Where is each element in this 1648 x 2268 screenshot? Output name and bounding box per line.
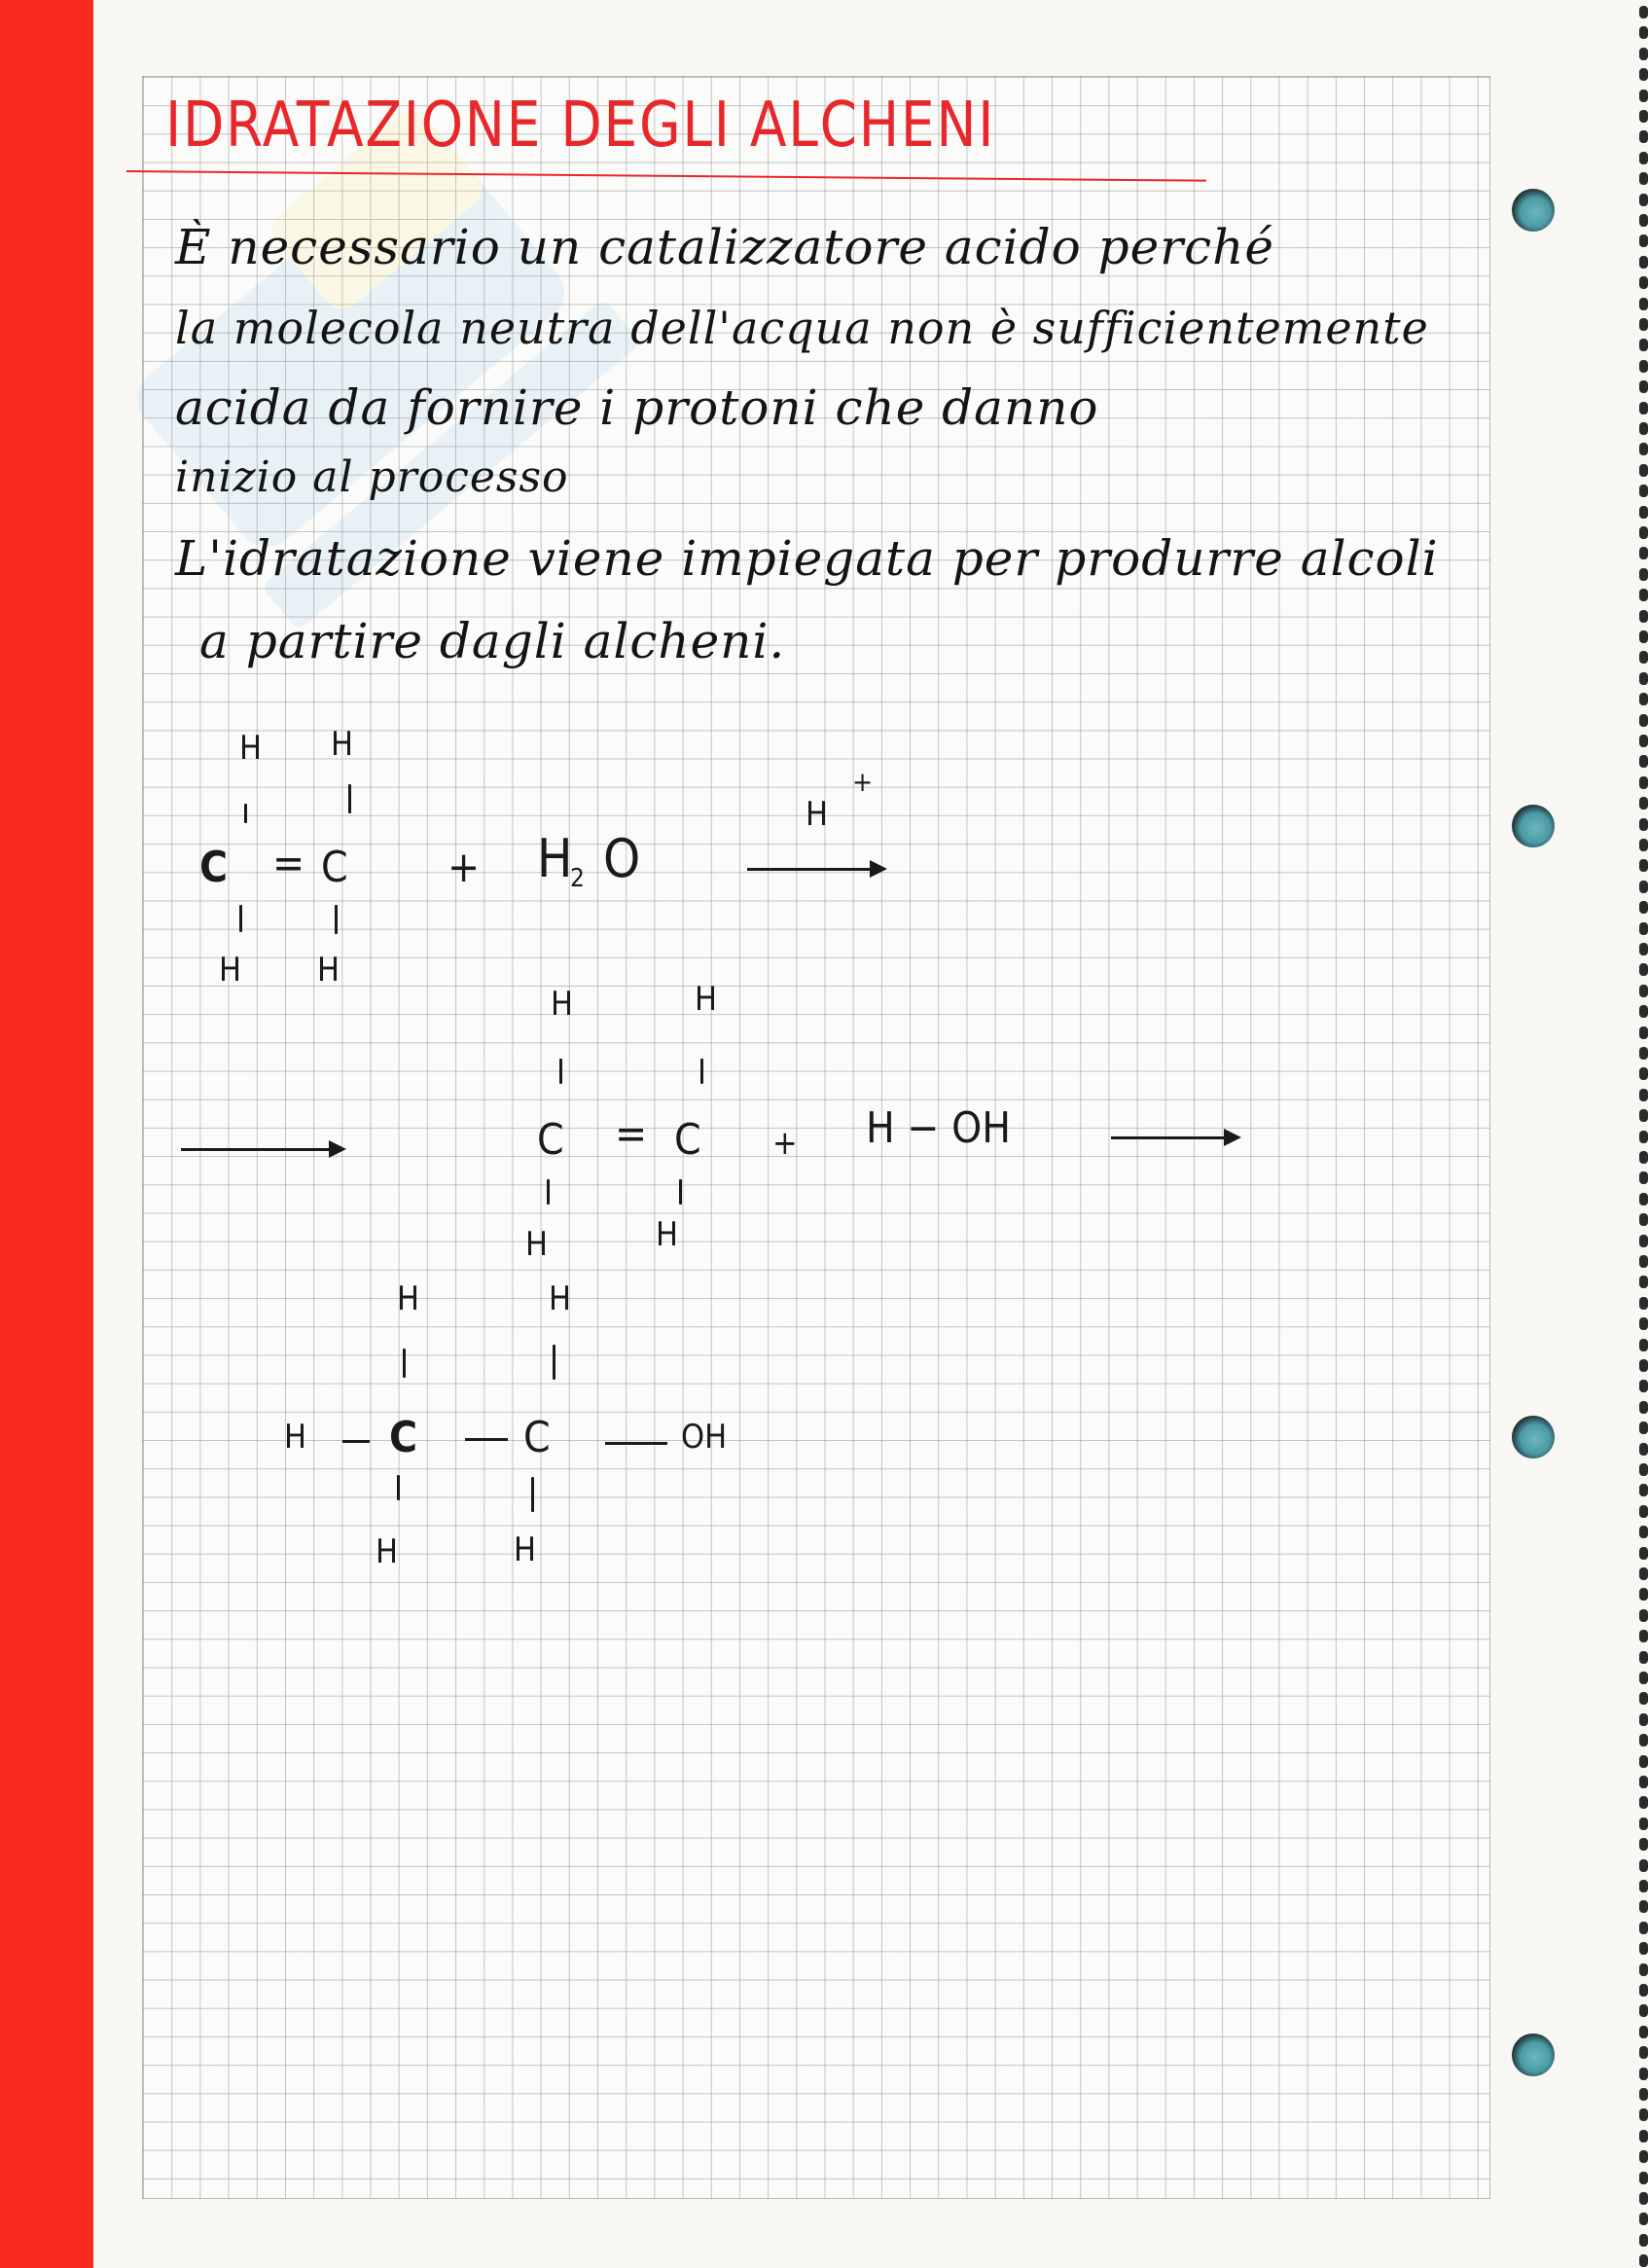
body-line: la molecola neutra dell'acqua non è sufficientemente [175,302,1429,354]
spiral-ring [1639,1443,1648,1456]
page-title: IDRATAZIONE DEGLI ALCHENI [165,90,996,162]
spiral-ring [1639,130,1648,143]
spiral-ring [1639,1672,1648,1684]
atom-c: C [537,1115,564,1165]
spiral-ring [1639,194,1648,206]
atom-h: H [514,1530,537,1569]
spiral-ring [1639,1630,1648,1642]
spiral-ring [1639,2068,1648,2080]
water-o: O [603,828,641,889]
spiral-ring [1639,1922,1648,1934]
spiral-ring [1639,298,1648,310]
spiral-binding [1634,0,1648,2268]
spiral-ring [1639,1984,1648,1997]
spiral-ring [1639,422,1648,435]
spiral-ring [1639,1547,1648,1560]
spiral-ring [1639,881,1648,893]
body-line: È necessario un catalizzatore acido perché [175,219,1274,275]
spiral-ring [1639,339,1648,351]
spiral-ring [1639,963,1648,976]
atom-h: H [695,980,718,1019]
spiral-ring [1639,2254,1648,2267]
spiral-ring [1639,651,1648,664]
spiral-ring [1639,526,1648,539]
spiral-ring [1639,1171,1648,1184]
single-bond [465,1438,508,1441]
spiral-ring [1639,818,1648,831]
spiral-ring [1639,1131,1648,1143]
spiral-ring [1639,1463,1648,1476]
atom-h: H [397,1279,420,1318]
spiral-ring [1639,276,1648,289]
spiral-ring [1639,485,1648,497]
spiral-ring [1639,1818,1648,1830]
single-bond [239,905,242,932]
plus-sign: + [448,843,481,892]
water-subscript: 2 [570,864,585,893]
spiral-ring [1639,2026,1648,2038]
reaction-arrow [181,1148,342,1151]
spiral-ring [1639,1963,1648,1976]
spiral-ring [1639,48,1648,60]
spiral-ring [1639,2192,1648,2205]
spiral-ring [1639,2213,1648,2225]
spiral-ring [1639,1193,1648,1206]
reaction-arrow [1111,1136,1237,1139]
spiral-ring [1639,1047,1648,1060]
spiral-ring [1639,1297,1648,1310]
spiral-ring [1639,2108,1648,2121]
spiral-ring [1639,2004,1648,2017]
binder-hole [1512,2034,1555,2076]
atom-h: H [551,985,574,1024]
atom-h: H [331,725,354,764]
spiral-ring [1639,1317,1648,1330]
spiral-ring [1639,1484,1648,1496]
spiral-ring [1639,1567,1648,1580]
body-line: L'idratazione viene impiegata per produrre alcoli [175,530,1439,587]
spiral-ring [1639,6,1648,18]
spiral-ring [1639,2088,1648,2101]
atom-h: H [284,1418,307,1457]
spiral-ring [1639,1213,1648,1226]
spiral-ring [1639,26,1648,39]
spiral-ring [1639,1734,1648,1746]
spiral-ring [1639,1505,1648,1518]
spiral-ring [1639,68,1648,81]
atom-c: C [321,843,348,892]
binder-hole [1512,189,1555,232]
reagent-water: H − OH [866,1103,1012,1153]
body-line: inizio al processo [175,452,569,502]
body-line: a partire dagli alcheni. [199,613,786,669]
spiral-ring [1639,755,1648,768]
spiral-ring [1639,1422,1648,1434]
spiral-ring [1639,1359,1648,1372]
atom-h: H [376,1532,399,1571]
spiral-ring [1639,1838,1648,1851]
single-bond [403,1349,406,1378]
spiral-ring [1639,318,1648,331]
spiral-ring [1639,256,1648,269]
atom-c: C [199,843,229,892]
spiral-ring [1639,360,1648,373]
spiral-ring [1639,1235,1648,1247]
catalyst-h: H [806,795,829,834]
spiral-ring [1639,735,1648,747]
spiral-ring [1639,589,1648,601]
spiral-ring [1639,1796,1648,1809]
catalyst-plus: + [852,766,874,798]
spiral-ring [1639,776,1648,789]
spiral-ring [1639,380,1648,393]
spiral-ring [1639,714,1648,727]
spiral-ring [1639,922,1648,935]
spiral-ring [1639,1609,1648,1622]
single-bond [244,804,247,823]
red-margin-band [0,0,93,2268]
spiral-ring [1639,443,1648,455]
binder-hole [1512,1416,1555,1458]
spiral-ring [1639,943,1648,955]
spiral-ring [1639,1255,1648,1268]
atom-h: H [549,1279,572,1318]
spiral-ring [1639,1089,1648,1101]
spiral-ring [1639,1005,1648,1018]
hydroxyl-group: OH [681,1418,728,1457]
spiral-ring [1639,234,1648,247]
spiral-ring [1639,839,1648,851]
spiral-ring [1639,1713,1648,1726]
double-bond: = [272,839,305,888]
spiral-ring [1639,1339,1648,1351]
spiral-ring [1639,1067,1648,1080]
spiral-ring [1639,90,1648,102]
spiral-ring [1639,1401,1648,1414]
plus-sign: + [772,1124,798,1163]
spiral-ring [1639,1526,1648,1538]
atom-h: H [239,729,263,768]
atom-c: C [674,1115,701,1165]
single-bond [397,1475,400,1500]
spiral-ring [1639,2130,1648,2142]
water-h: H [537,828,573,889]
spiral-ring [1639,464,1648,477]
spiral-ring [1639,859,1648,872]
binder-hole [1512,805,1555,847]
spiral-ring [1639,1151,1648,1164]
single-bond [553,1345,555,1380]
spiral-ring [1639,1942,1648,1955]
atom-c: C [523,1413,551,1462]
atom-h: H [317,951,340,990]
spiral-ring [1639,1692,1648,1705]
spiral-ring [1639,152,1648,164]
spiral-ring [1639,672,1648,685]
spiral-ring [1639,547,1648,559]
spiral-ring [1639,901,1648,914]
atom-h: H [525,1225,549,1264]
body-line: acida da fornire i protoni che danno [175,379,1099,436]
spiral-ring [1639,610,1648,623]
reaction-arrow [747,868,883,871]
spiral-ring [1639,1900,1648,1913]
spiral-ring [1639,110,1648,123]
spiral-ring [1639,1776,1648,1788]
atom-h: H [656,1215,679,1254]
spiral-ring [1639,630,1648,643]
spiral-ring [1639,2150,1648,2163]
atom-c: C [389,1413,418,1462]
spiral-ring [1639,2234,1648,2247]
atom-h: H [219,951,242,990]
spiral-ring [1639,214,1648,227]
single-bond [348,784,351,813]
spiral-ring [1639,506,1648,519]
spiral-ring [1639,1880,1648,1892]
spiral-ring [1639,1026,1648,1039]
single-bond [547,1179,550,1205]
single-bond [679,1179,682,1205]
single-bond [335,905,338,934]
double-bond: = [615,1109,648,1159]
spiral-ring [1639,568,1648,581]
single-bond [700,1059,703,1084]
single-bond [605,1442,667,1445]
spiral-ring [1639,1276,1648,1288]
spiral-ring [1639,1755,1648,1768]
single-bond [559,1059,562,1084]
spiral-ring [1639,1651,1648,1664]
spiral-ring [1639,797,1648,810]
spiral-ring [1639,693,1648,705]
spiral-ring [1639,1588,1648,1601]
spiral-ring [1639,2046,1648,2059]
spiral-ring [1639,172,1648,185]
spiral-ring [1639,985,1648,997]
spiral-ring [1639,1109,1648,1122]
single-bond [342,1440,370,1443]
spiral-ring [1639,1380,1648,1392]
single-bond [531,1477,534,1512]
spiral-ring [1639,402,1648,414]
spiral-ring [1639,1859,1648,1872]
spiral-ring [1639,2172,1648,2184]
